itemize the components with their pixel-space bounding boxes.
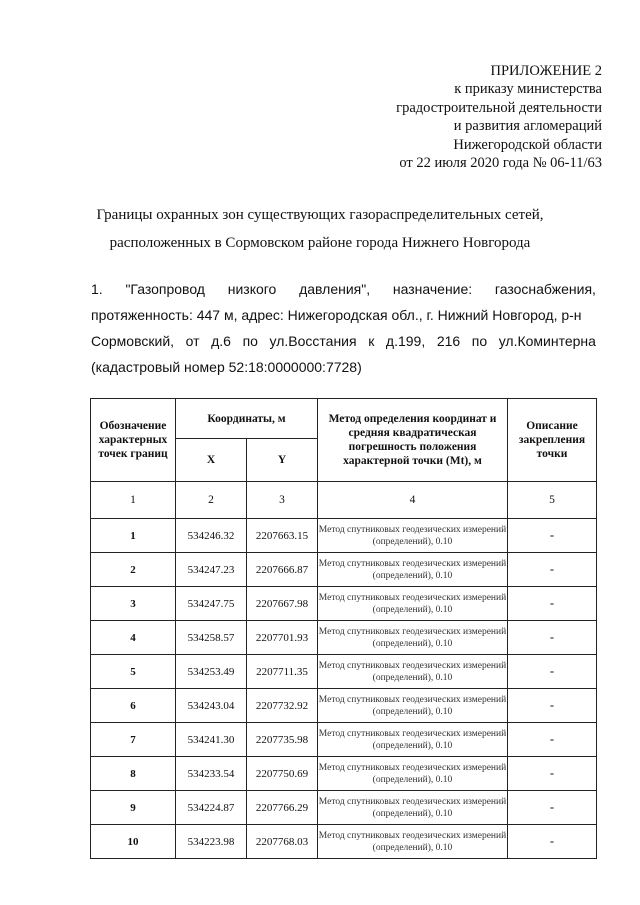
description-cell: - bbox=[508, 723, 597, 757]
table-row bbox=[91, 825, 597, 859]
table-row bbox=[91, 587, 597, 621]
x-coordinate-cell: 534247.75 bbox=[176, 587, 247, 621]
y-coordinate-cell: 2207711.35 bbox=[247, 655, 318, 689]
description-cell: - bbox=[508, 621, 597, 655]
header-y: Y bbox=[247, 439, 318, 482]
table-row bbox=[91, 723, 597, 757]
x-coordinate-cell: 534224.87 bbox=[176, 791, 247, 825]
table-body bbox=[91, 519, 597, 859]
description-word: Сормовский, bbox=[91, 333, 175, 349]
header-description: Описание закрепления точки bbox=[508, 399, 597, 482]
column-number: 1 bbox=[91, 482, 176, 519]
table-row bbox=[91, 553, 597, 587]
description-cell: - bbox=[508, 689, 597, 723]
appendix-line: к приказу министерства bbox=[454, 81, 602, 98]
description-cell: - bbox=[508, 791, 597, 825]
table-row bbox=[91, 689, 597, 723]
method-cell: Метод спутниковых геодезических измерений (определений), 0.10 bbox=[318, 791, 508, 825]
x-coordinate-cell: 534223.98 bbox=[176, 825, 247, 859]
description-line-1 bbox=[91, 276, 596, 302]
method-cell: Метод спутниковых геодезических измерений (определений), 0.10 bbox=[318, 587, 508, 621]
description-cell: - bbox=[508, 825, 597, 859]
y-coordinate-cell: 2207701.93 bbox=[247, 621, 318, 655]
description-word: по bbox=[242, 333, 258, 349]
description-cell: - bbox=[508, 587, 597, 621]
description-word: д.199, bbox=[385, 333, 426, 349]
description-word: 1. bbox=[91, 281, 103, 297]
description-word: д.6 bbox=[211, 333, 231, 349]
description-line-2: протяженность: 447 м, адрес: Нижегородская обл., г. Нижний Новгород, р-н bbox=[91, 307, 582, 323]
header-x: X bbox=[176, 439, 247, 482]
method-cell: Метод спутниковых геодезических измерений (определений), 0.10 bbox=[318, 757, 508, 791]
y-coordinate-cell: 2207666.87 bbox=[247, 553, 318, 587]
table-row bbox=[91, 655, 597, 689]
point-id-cell: 1 bbox=[91, 519, 176, 553]
description-line-4: (кадастровый номер 52:18:0000000:7728) bbox=[91, 359, 362, 375]
coordinates-table bbox=[90, 398, 597, 859]
header-points: Обозначение характерных точек границ bbox=[91, 399, 176, 482]
description-word: 216 bbox=[436, 333, 461, 349]
y-coordinate-cell: 2207667.98 bbox=[247, 587, 318, 621]
x-coordinate-cell: 534246.32 bbox=[176, 519, 247, 553]
description-word: назначение: bbox=[392, 281, 473, 297]
description-line-3 bbox=[91, 328, 596, 354]
description-word: давления", bbox=[299, 281, 371, 297]
appendix-line: ПРИЛОЖЕНИЕ 2 bbox=[490, 63, 602, 79]
y-coordinate-cell: 2207663.15 bbox=[247, 519, 318, 553]
x-coordinate-cell: 534258.57 bbox=[176, 621, 247, 655]
appendix-line: Нижегородской области bbox=[453, 136, 602, 153]
point-id-cell: 8 bbox=[91, 757, 176, 791]
table-row bbox=[91, 757, 597, 791]
description-cell: - bbox=[508, 757, 597, 791]
document-title bbox=[0, 201, 640, 257]
column-number: 5 bbox=[508, 482, 597, 519]
description-cell: - bbox=[508, 519, 597, 553]
point-id-cell: 10 bbox=[91, 825, 176, 859]
title-line-2: расположенных в Сормовском районе города Нижнего Новгорода bbox=[109, 235, 531, 251]
method-cell: Метод спутниковых геодезических измерений (определений), 0.10 bbox=[318, 689, 508, 723]
point-id-cell: 4 bbox=[91, 621, 176, 655]
table-row bbox=[91, 519, 597, 553]
description-cell: - bbox=[508, 553, 597, 587]
y-coordinate-cell: 2207766.29 bbox=[247, 791, 318, 825]
appendix-line: и развития агломераций bbox=[453, 118, 602, 135]
column-number-row bbox=[91, 482, 597, 519]
description-word: ул.Восстания bbox=[269, 333, 357, 349]
x-coordinate-cell: 534247.23 bbox=[176, 553, 247, 587]
description-word: "Газопровод bbox=[125, 281, 205, 297]
object-description bbox=[91, 276, 596, 380]
method-cell: Метод спутниковых геодезических измерений (определений), 0.10 bbox=[318, 519, 508, 553]
point-id-cell: 3 bbox=[91, 587, 176, 621]
method-cell: Метод спутниковых геодезических измерений (определений), 0.10 bbox=[318, 553, 508, 587]
point-id-cell: 9 bbox=[91, 791, 176, 825]
point-id-cell: 6 bbox=[91, 689, 176, 723]
method-cell: Метод спутниковых геодезических измерений (определений), 0.10 bbox=[318, 621, 508, 655]
table-row bbox=[91, 791, 597, 825]
x-coordinate-cell: 534253.49 bbox=[176, 655, 247, 689]
x-coordinate-cell: 534233.54 bbox=[176, 757, 247, 791]
description-word: к bbox=[368, 333, 375, 349]
y-coordinate-cell: 2207735.98 bbox=[247, 723, 318, 757]
table-row bbox=[91, 621, 597, 655]
column-number: 4 bbox=[318, 482, 508, 519]
y-coordinate-cell: 2207750.69 bbox=[247, 757, 318, 791]
x-coordinate-cell: 534243.04 bbox=[176, 689, 247, 723]
description-word: по bbox=[471, 333, 488, 349]
title-line-1: Границы охранных зон существующих газораспределительных сетей, bbox=[96, 207, 544, 223]
y-coordinate-cell: 2207732.92 bbox=[247, 689, 318, 723]
description-word: низкого bbox=[227, 281, 277, 297]
method-cell: Метод спутниковых геодезических измерений (определений), 0.10 bbox=[318, 825, 508, 859]
method-cell: Метод спутниковых геодезических измерений (определений), 0.10 bbox=[318, 723, 508, 757]
point-id-cell: 2 bbox=[91, 553, 176, 587]
description-cell: - bbox=[508, 655, 597, 689]
description-word: ул.Коминтерна bbox=[498, 333, 596, 349]
appendix-line: от 22 июля 2020 года № 06-11/63 bbox=[399, 155, 602, 172]
method-cell: Метод спутниковых геодезических измерений (определений), 0.10 bbox=[318, 655, 508, 689]
column-number: 2 bbox=[176, 482, 247, 519]
description-word: от bbox=[185, 333, 200, 349]
x-coordinate-cell: 534241.30 bbox=[176, 723, 247, 757]
point-id-cell: 5 bbox=[91, 655, 176, 689]
appendix-line: градостроительной деятельности bbox=[396, 99, 602, 116]
point-id-cell: 7 bbox=[91, 723, 176, 757]
header-coordinates: Координаты, м bbox=[176, 399, 318, 439]
y-coordinate-cell: 2207768.03 bbox=[247, 825, 318, 859]
description-word: газоснабжения, bbox=[494, 281, 596, 297]
appendix-header bbox=[396, 62, 602, 172]
header-method: Метод определения координат и средняя квадратическая погрешность положения характерной точки (Mt), м bbox=[318, 399, 508, 482]
column-number: 3 bbox=[247, 482, 318, 519]
